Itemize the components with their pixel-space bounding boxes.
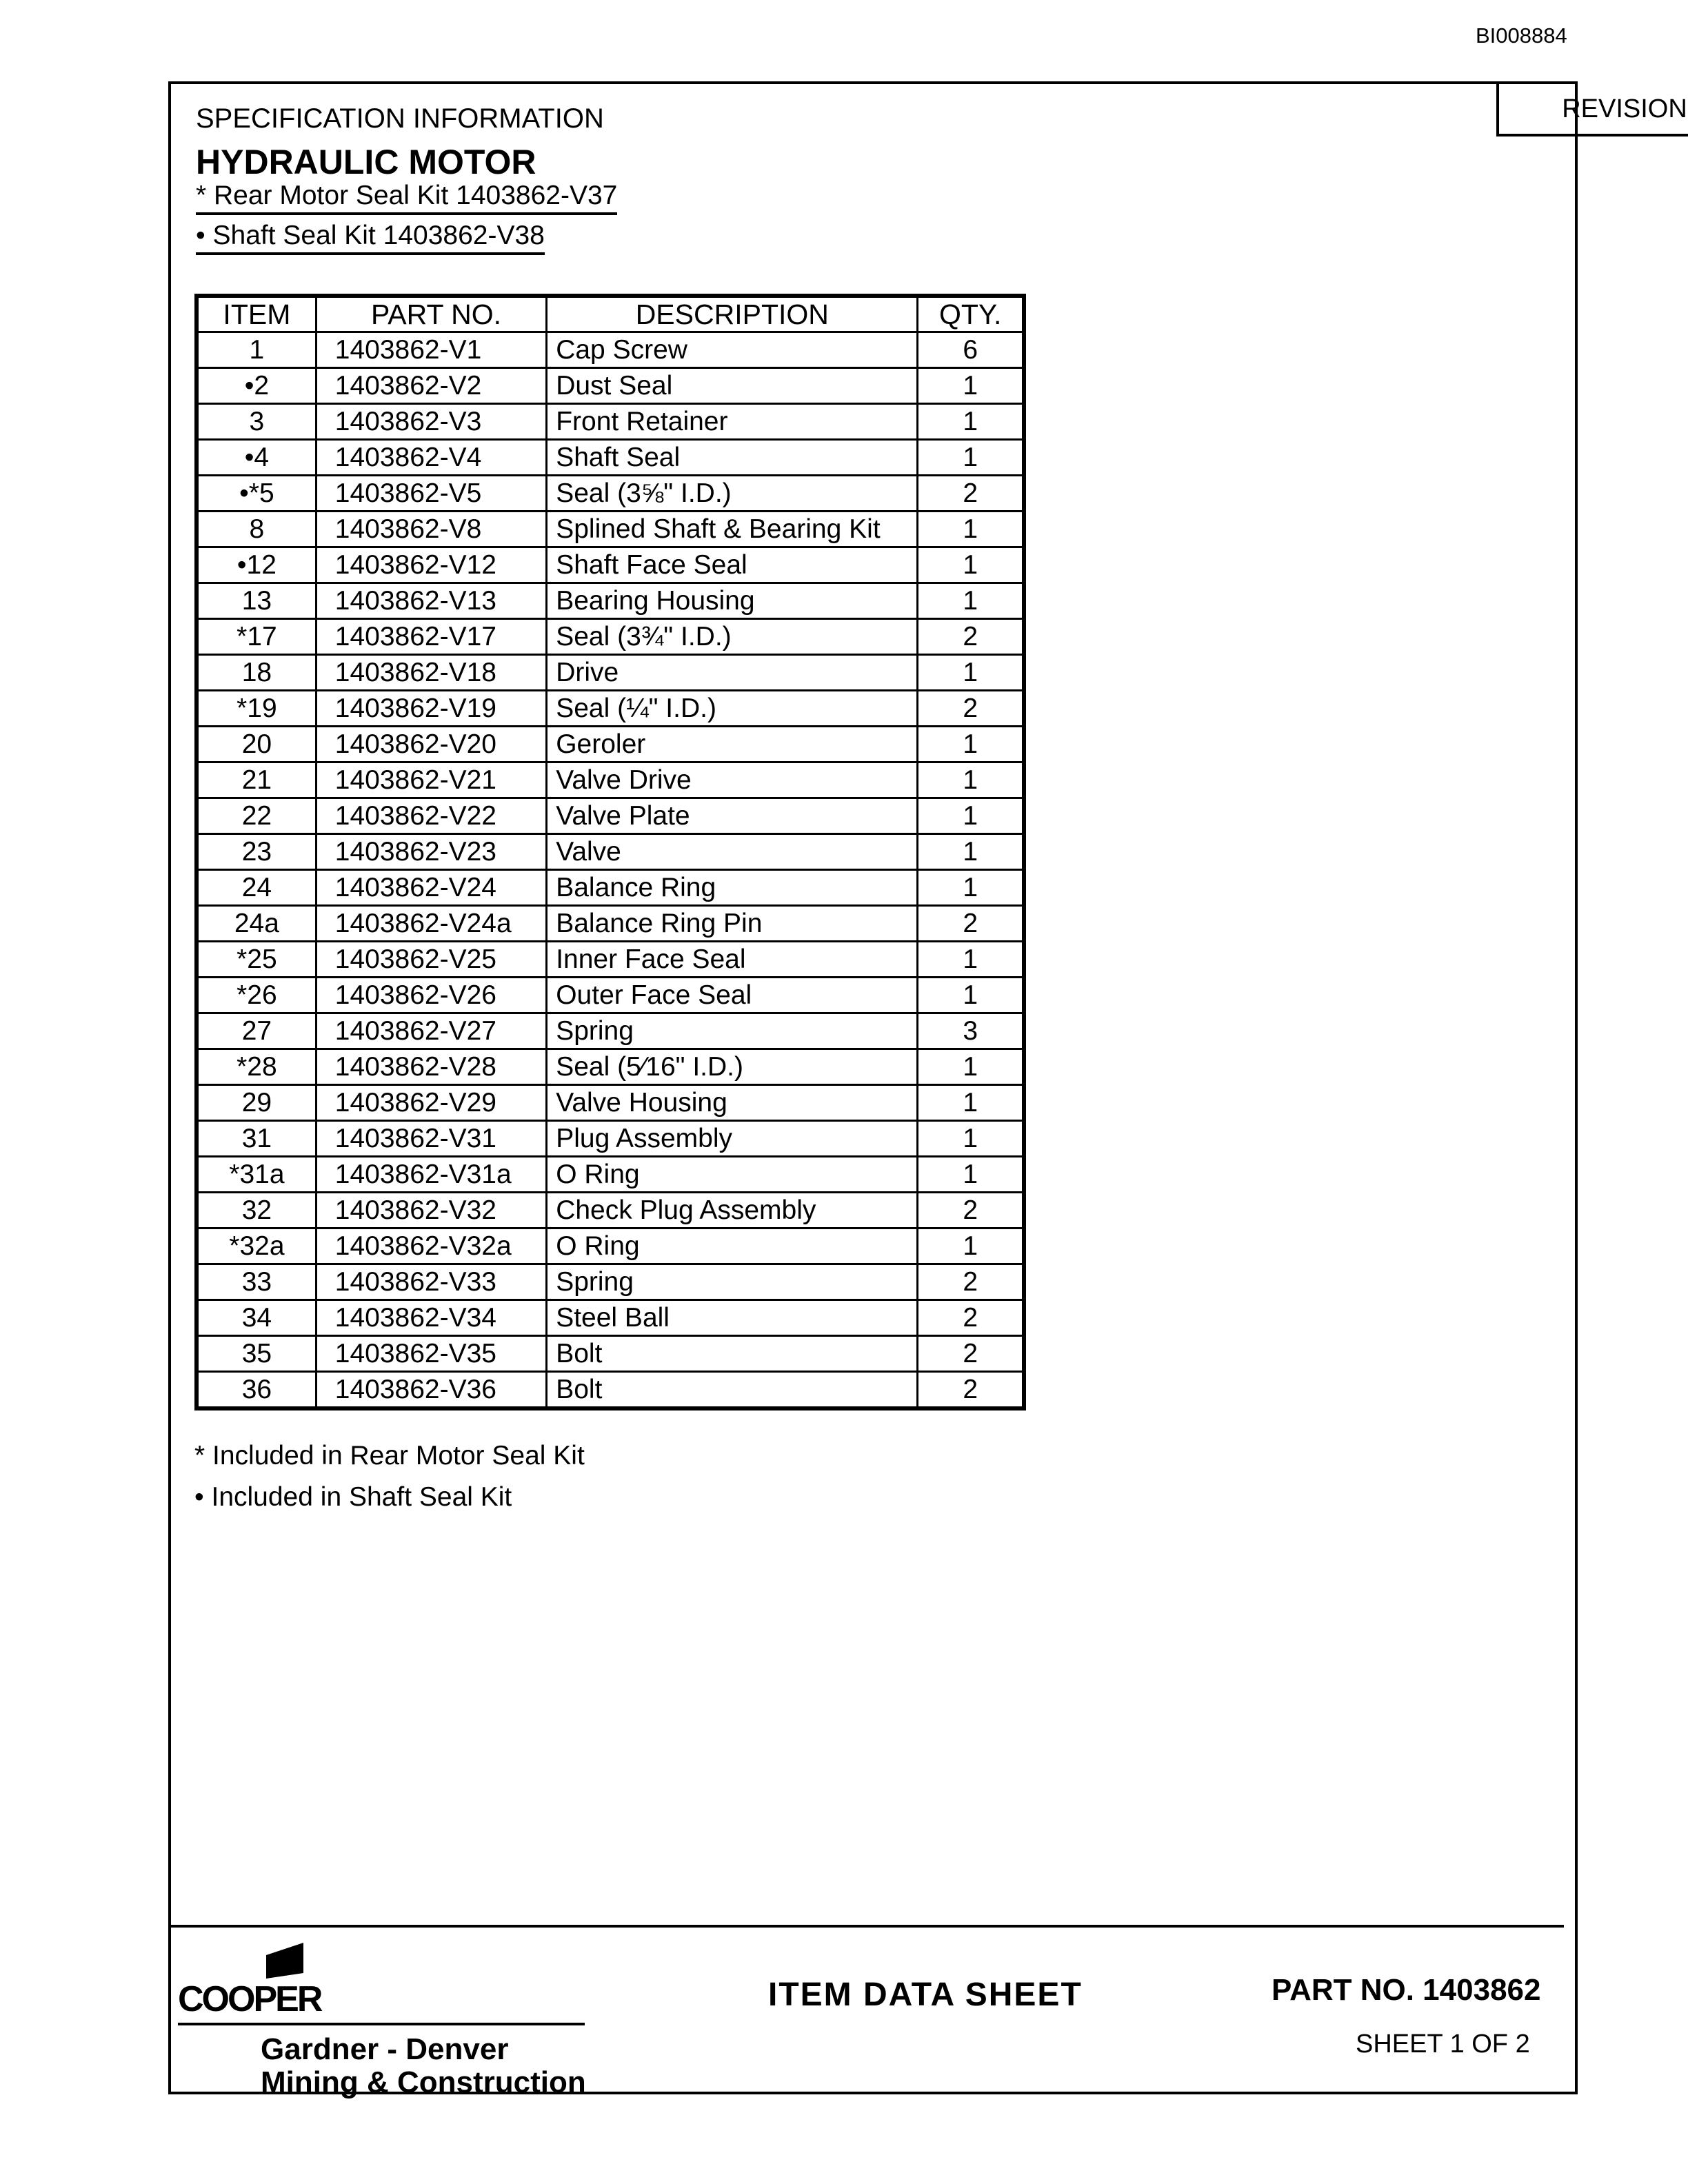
cell-item: 22 bbox=[197, 798, 316, 834]
cell-item: *19 bbox=[197, 691, 316, 727]
cell-description: Inner Face Seal bbox=[547, 942, 918, 978]
cell-part-no: 1403862-V34 bbox=[316, 1300, 546, 1336]
cell-item: 23 bbox=[197, 834, 316, 870]
cell-qty: 1 bbox=[918, 404, 1024, 440]
cell-part-no: 1403862-V17 bbox=[316, 619, 546, 655]
cell-qty: 1 bbox=[918, 727, 1024, 762]
cell-item: 33 bbox=[197, 1264, 316, 1300]
logo-divider bbox=[178, 2023, 585, 2025]
spec-sheet-frame bbox=[168, 81, 1687, 2099]
table-row bbox=[197, 834, 1024, 870]
table-row bbox=[197, 691, 1024, 727]
cell-description: Valve Drive bbox=[547, 762, 918, 798]
cell-item: 1 bbox=[197, 332, 316, 368]
table-row bbox=[197, 1049, 1024, 1085]
cell-item: •4 bbox=[197, 440, 316, 476]
cell-description: Seal (3⅝" I.D.) bbox=[547, 476, 918, 512]
cell-qty: 1 bbox=[918, 1228, 1024, 1264]
cell-qty: 1 bbox=[918, 583, 1024, 619]
cell-qty: 6 bbox=[918, 332, 1024, 368]
table-row bbox=[197, 1013, 1024, 1049]
table-row bbox=[197, 1372, 1024, 1409]
table-row bbox=[197, 368, 1024, 404]
cell-qty: 1 bbox=[918, 1157, 1024, 1193]
cell-qty: 1 bbox=[918, 978, 1024, 1013]
sheet-type: ITEM DATA SHEET bbox=[768, 1976, 1083, 2013]
table-row bbox=[197, 619, 1024, 655]
cell-part-no: 1403862-V27 bbox=[316, 1013, 546, 1049]
cell-qty: 1 bbox=[918, 798, 1024, 834]
cell-item: 21 bbox=[197, 762, 316, 798]
cell-description: Balance Ring bbox=[547, 870, 918, 906]
cell-description: Spring bbox=[547, 1264, 918, 1300]
cell-qty: 2 bbox=[918, 1264, 1024, 1300]
cell-part-no: 1403862-V35 bbox=[316, 1336, 546, 1372]
table-row bbox=[197, 727, 1024, 762]
company-name: Gardner - Denver bbox=[261, 2032, 509, 2066]
company-logo bbox=[178, 1939, 592, 2099]
cell-qty: 1 bbox=[918, 440, 1024, 476]
table-row bbox=[197, 476, 1024, 512]
cell-part-no: 1403862-V24a bbox=[316, 906, 546, 942]
cell-item: 34 bbox=[197, 1300, 316, 1336]
cell-part-no: 1403862-V36 bbox=[316, 1372, 546, 1409]
table-row bbox=[197, 942, 1024, 978]
cell-item: 36 bbox=[197, 1372, 316, 1409]
cell-part-no: 1403862-V21 bbox=[316, 762, 546, 798]
cell-qty: 1 bbox=[918, 870, 1024, 906]
cell-part-no: 1403862-V31a bbox=[316, 1157, 546, 1193]
cell-description: Bearing Housing bbox=[547, 583, 918, 619]
cell-item: 24 bbox=[197, 870, 316, 906]
cell-item: *28 bbox=[197, 1049, 316, 1085]
cell-description: Balance Ring Pin bbox=[547, 906, 918, 942]
cell-part-no: 1403862-V32a bbox=[316, 1228, 546, 1264]
cell-description: Shaft Seal bbox=[547, 440, 918, 476]
cell-qty: 3 bbox=[918, 1013, 1024, 1049]
cell-part-no: 1403862-V32 bbox=[316, 1193, 546, 1228]
cell-description: Shaft Face Seal bbox=[547, 547, 918, 583]
cell-description: Check Plug Assembly bbox=[547, 1193, 918, 1228]
part-number: PART NO. 1403862 bbox=[1272, 1973, 1541, 2007]
parts-table-body bbox=[197, 332, 1024, 1409]
cell-qty: 2 bbox=[918, 619, 1024, 655]
cell-part-no: 1403862-V20 bbox=[316, 727, 546, 762]
cell-item: 35 bbox=[197, 1336, 316, 1372]
table-row bbox=[197, 583, 1024, 619]
cell-part-no: 1403862-V12 bbox=[316, 547, 546, 583]
shaft-seal-kit: • Shaft Seal Kit 1403862-V38 bbox=[196, 221, 545, 255]
cell-qty: 2 bbox=[918, 476, 1024, 512]
cell-qty: 1 bbox=[918, 1049, 1024, 1085]
document-id: BI008884 bbox=[1476, 23, 1567, 48]
table-header-row bbox=[197, 296, 1024, 332]
cell-item: *25 bbox=[197, 942, 316, 978]
cell-part-no: 1403862-V4 bbox=[316, 440, 546, 476]
cell-description: O Ring bbox=[547, 1228, 918, 1264]
cell-description: Valve Housing bbox=[547, 1085, 918, 1121]
note-rear-motor-seal-kit: * Included in Rear Motor Seal Kit bbox=[194, 1441, 585, 1470]
table-row bbox=[197, 978, 1024, 1013]
cell-part-no: 1403862-V23 bbox=[316, 834, 546, 870]
page-title: HYDRAULIC MOTOR bbox=[196, 143, 536, 181]
cell-qty: 2 bbox=[918, 1193, 1024, 1228]
table-row bbox=[197, 1336, 1024, 1372]
cooper-flag-icon bbox=[261, 1943, 309, 1979]
sheet-number: SHEET 1 OF 2 bbox=[1356, 2030, 1530, 2059]
table-row bbox=[197, 906, 1024, 942]
cell-part-no: 1403862-V24 bbox=[316, 870, 546, 906]
cell-description: Drive bbox=[547, 655, 918, 691]
cell-item: •12 bbox=[197, 547, 316, 583]
cell-qty: 1 bbox=[918, 547, 1024, 583]
cell-item: •2 bbox=[197, 368, 316, 404]
cell-part-no: 1403862-V1 bbox=[316, 332, 546, 368]
table-row bbox=[197, 798, 1024, 834]
cell-part-no: 1403862-V31 bbox=[316, 1121, 546, 1157]
cell-item: *26 bbox=[197, 978, 316, 1013]
rear-motor-seal-kit: * Rear Motor Seal Kit 1403862-V37 bbox=[196, 181, 617, 215]
cell-description: Outer Face Seal bbox=[547, 978, 918, 1013]
cell-description: Geroler bbox=[547, 727, 918, 762]
cell-qty: 1 bbox=[918, 512, 1024, 547]
cell-qty: 1 bbox=[918, 834, 1024, 870]
col-header-description: DESCRIPTION bbox=[547, 296, 918, 332]
table-row bbox=[197, 1300, 1024, 1336]
footer-divider bbox=[171, 1925, 1564, 1928]
cell-qty: 1 bbox=[918, 655, 1024, 691]
company-division: Mining & Construction bbox=[261, 2065, 586, 2099]
cell-qty: 2 bbox=[918, 691, 1024, 727]
table-row bbox=[197, 404, 1024, 440]
cell-qty: 1 bbox=[918, 1121, 1024, 1157]
cell-qty: 2 bbox=[918, 906, 1024, 942]
table-row bbox=[197, 655, 1024, 691]
spec-label: SPECIFICATION INFORMATION bbox=[196, 103, 604, 134]
cell-part-no: 1403862-V29 bbox=[316, 1085, 546, 1121]
cell-part-no: 1403862-V2 bbox=[316, 368, 546, 404]
cell-qty: 1 bbox=[918, 1085, 1024, 1121]
cell-item: 8 bbox=[197, 512, 316, 547]
cell-item: 27 bbox=[197, 1013, 316, 1049]
logo-wordmark: COOPER bbox=[178, 1979, 321, 2019]
cell-description: Plug Assembly bbox=[547, 1121, 918, 1157]
cell-part-no: 1403862-V3 bbox=[316, 404, 546, 440]
cell-item: *32a bbox=[197, 1228, 316, 1264]
cell-description: Dust Seal bbox=[547, 368, 918, 404]
revision-label: REVISION bbox=[1562, 94, 1687, 123]
table-row bbox=[197, 332, 1024, 368]
cell-part-no: 1403862-V33 bbox=[316, 1264, 546, 1300]
cell-qty: 1 bbox=[918, 942, 1024, 978]
cell-item: 20 bbox=[197, 727, 316, 762]
cell-part-no: 1403862-V19 bbox=[316, 691, 546, 727]
cell-qty: 2 bbox=[918, 1300, 1024, 1336]
cell-description: Seal (¼" I.D.) bbox=[547, 691, 918, 727]
cell-description: Seal (5⁄16" I.D.) bbox=[547, 1049, 918, 1085]
revision-box bbox=[1496, 84, 1688, 136]
cell-description: Splined Shaft & Bearing Kit bbox=[547, 512, 918, 547]
table-row bbox=[197, 547, 1024, 583]
cell-description: Cap Screw bbox=[547, 332, 918, 368]
parts-table bbox=[194, 294, 1026, 1410]
cell-item: *17 bbox=[197, 619, 316, 655]
cell-description: Valve Plate bbox=[547, 798, 918, 834]
table-row bbox=[197, 1264, 1024, 1300]
cell-qty: 1 bbox=[918, 762, 1024, 798]
table-row bbox=[197, 1157, 1024, 1193]
table-row bbox=[197, 440, 1024, 476]
cell-item: •*5 bbox=[197, 476, 316, 512]
cell-description: Steel Ball bbox=[547, 1300, 918, 1336]
note-shaft-seal-kit: • Included in Shaft Seal Kit bbox=[194, 1482, 512, 1512]
cell-item: 24a bbox=[197, 906, 316, 942]
cell-item: 18 bbox=[197, 655, 316, 691]
cell-qty: 2 bbox=[918, 1336, 1024, 1372]
table-row bbox=[197, 512, 1024, 547]
cell-part-no: 1403862-V8 bbox=[316, 512, 546, 547]
table-row bbox=[197, 870, 1024, 906]
table-row bbox=[197, 1085, 1024, 1121]
cell-description: Bolt bbox=[547, 1372, 918, 1409]
cell-description: Valve bbox=[547, 834, 918, 870]
col-header-qty: QTY. bbox=[918, 296, 1024, 332]
cell-part-no: 1403862-V28 bbox=[316, 1049, 546, 1085]
cell-description: Spring bbox=[547, 1013, 918, 1049]
cell-description: Seal (3¾" I.D.) bbox=[547, 619, 918, 655]
cell-item: 29 bbox=[197, 1085, 316, 1121]
cell-part-no: 1403862-V26 bbox=[316, 978, 546, 1013]
cell-item: 3 bbox=[197, 404, 316, 440]
table-row bbox=[197, 1193, 1024, 1228]
cell-part-no: 1403862-V25 bbox=[316, 942, 546, 978]
table-row bbox=[197, 762, 1024, 798]
cell-description: Front Retainer bbox=[547, 404, 918, 440]
cell-qty: 1 bbox=[918, 368, 1024, 404]
cell-part-no: 1403862-V18 bbox=[316, 655, 546, 691]
col-header-item: ITEM bbox=[197, 296, 316, 332]
cell-item: 13 bbox=[197, 583, 316, 619]
table-row bbox=[197, 1228, 1024, 1264]
cell-part-no: 1403862-V13 bbox=[316, 583, 546, 619]
cell-part-no: 1403862-V5 bbox=[316, 476, 546, 512]
cell-qty: 2 bbox=[918, 1372, 1024, 1409]
col-header-part-no: PART NO. bbox=[316, 296, 546, 332]
table-row bbox=[197, 1121, 1024, 1157]
cell-description: Bolt bbox=[547, 1336, 918, 1372]
cell-item: 31 bbox=[197, 1121, 316, 1157]
cell-item: 32 bbox=[197, 1193, 316, 1228]
cell-item: *31a bbox=[197, 1157, 316, 1193]
cell-description: O Ring bbox=[547, 1157, 918, 1193]
cell-part-no: 1403862-V22 bbox=[316, 798, 546, 834]
